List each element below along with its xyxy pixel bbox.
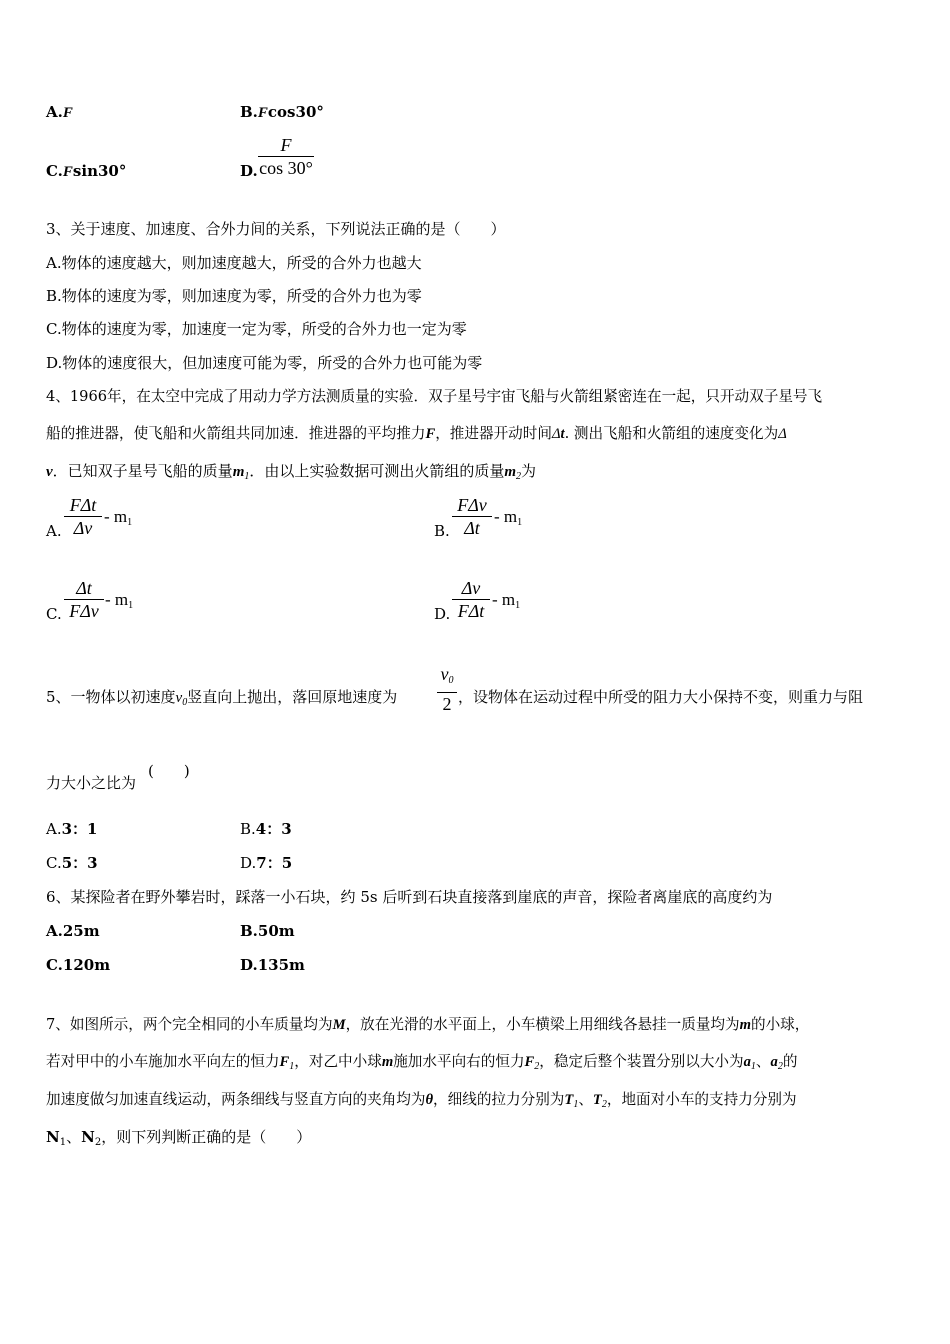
math-var: F <box>524 1054 535 1070</box>
q5-option-b <box>240 819 292 839</box>
q4-option-d-fraction <box>452 577 490 622</box>
subscript: 2 <box>777 1061 783 1072</box>
subscript: 1 <box>517 517 523 528</box>
text: ，稳定后整个装置分别以大小为 <box>539 1053 744 1070</box>
option-letter: A. <box>46 820 62 838</box>
q2-option-a <box>46 102 73 123</box>
q4-stem-line3 <box>46 461 536 487</box>
subscript: 1 <box>128 600 134 611</box>
option-letter: B. <box>240 820 256 838</box>
math-var: m <box>232 464 245 480</box>
q7-stem-line3 <box>46 1090 797 1115</box>
option-letter: C. <box>46 162 63 180</box>
q6-stem: 6、某探险者在野外攀岩时，踩落一小石块，约 5s 后听到石块直接落到崖底的声音，探险者离崖底的高度约为 <box>46 888 773 906</box>
math-var: N <box>81 1128 95 1146</box>
fraction-denominator: Δv <box>73 518 93 538</box>
subscript: 1 <box>289 1061 295 1072</box>
fraction-numerator: Δt <box>76 578 92 598</box>
q5-option-d <box>240 853 292 873</box>
q4-option-d-letter: D. <box>434 605 451 623</box>
q5-stem-part1 <box>46 687 397 713</box>
q2-option-d-fraction <box>258 134 314 179</box>
text: 、 <box>755 1053 771 1070</box>
subscript: 2 <box>601 1099 607 1110</box>
fraction-numerator <box>437 663 457 692</box>
q4-option-c-tail <box>105 590 133 611</box>
text: ，对乙中小球 <box>294 1053 382 1070</box>
option-text: cos30° <box>267 103 324 121</box>
fraction-denominator: cos 30° <box>259 158 313 178</box>
math-var: F <box>62 105 73 121</box>
math-var: m <box>504 464 517 480</box>
subscript: 0 <box>182 697 188 708</box>
text: ，推进器开动时间 <box>435 425 552 442</box>
math-var: T <box>564 1092 574 1108</box>
option-text: sin30° <box>72 162 127 180</box>
fraction-denominator: 2 <box>442 694 452 714</box>
subscript: 2 <box>534 1061 540 1072</box>
text: 若对甲中的小车施加水平向左的恒力 <box>46 1053 280 1070</box>
math-var: F <box>62 164 73 180</box>
q6-option-c: C.120m <box>46 956 111 974</box>
q5-option-c <box>46 853 98 873</box>
math-var: N <box>46 1128 60 1146</box>
subscript: 1 <box>59 1137 67 1148</box>
option-letter: D. <box>240 854 257 872</box>
text: 船的推进器，使飞船和火箭组共同加速．推进器的平均推力 <box>46 425 426 442</box>
q4-option-a-tail <box>104 507 132 528</box>
text: ，细线的拉力分别为 <box>433 1091 565 1108</box>
q4-option-c-fraction <box>64 577 104 622</box>
math-var: t <box>560 426 565 442</box>
math-var: M <box>332 1017 346 1033</box>
math-var: v <box>46 464 53 480</box>
text: ，放在光滑的水平面上，小车横梁上用细线各悬挂一质量均为 <box>345 1016 740 1033</box>
math-var: F <box>425 426 436 442</box>
text: ．已知双子星号飞船的质量 <box>52 462 233 480</box>
subscript: 1 <box>750 1061 756 1072</box>
option-letter: B. <box>240 103 258 121</box>
subscript: 1 <box>127 517 133 528</box>
option-text: 3：1 <box>61 820 98 838</box>
q6-option-a: A.25m <box>46 922 100 940</box>
fraction-numerator: FΔv <box>457 495 487 515</box>
math-var: m <box>739 1017 751 1033</box>
math-var: m <box>381 1054 394 1070</box>
q4-option-b-tail <box>494 507 522 528</box>
text: 7、如图所示，两个完全相同的小车质量均为 <box>46 1016 333 1033</box>
q3-stem: 3、关于速度、加速度、合外力间的关系，下列说法正确的是（ ） <box>46 220 506 238</box>
text: . 测出飞船和火箭组的速度变化为 <box>564 425 779 442</box>
subscript: 2 <box>94 1137 102 1148</box>
q4-option-d-tail <box>492 590 520 611</box>
q4-stem-line1: 4、1966年，在太空中完成了用动力学方法测质量的实验．双子星号宇宙飞船与火箭组紧密连在一起，只开动双子星号飞 <box>46 388 823 405</box>
math-delta: Δ <box>551 426 561 442</box>
text: 竖直向上抛出，落回原地速度为 <box>187 688 398 706</box>
text: ，地面对小车的支持力分别为 <box>606 1091 797 1108</box>
q4-option-b-letter: B. <box>434 522 450 540</box>
q2-option-b <box>240 102 324 123</box>
fraction-numerator: F <box>280 135 292 155</box>
fraction-denominator: FΔv <box>69 601 99 621</box>
q7-stem-line2 <box>46 1052 797 1077</box>
option-text: 4：3 <box>255 820 292 838</box>
text: 施加水平向右的恒力 <box>393 1053 525 1070</box>
math-delta: Δ <box>778 426 787 442</box>
text: 为 <box>521 462 537 480</box>
text: 5、一物体以初速度 <box>46 688 176 706</box>
tail-text: - m <box>104 507 128 526</box>
q6-option-b: B.50m <box>240 922 295 940</box>
text: 的小球， <box>750 1016 810 1033</box>
fraction-denominator: FΔt <box>457 601 485 621</box>
fraction-numerator: Δv <box>461 578 481 598</box>
text: ．由以上实验数据可测出火箭组的质量 <box>249 462 505 480</box>
math-var: F <box>279 1054 290 1070</box>
subscript: 1 <box>244 471 250 482</box>
tail-text: - m <box>494 507 518 526</box>
text: ，则下列判断正确的是（ ） <box>101 1128 312 1146</box>
q2-option-c <box>46 161 126 182</box>
text: 的 <box>782 1053 798 1070</box>
q5-speed-fraction <box>437 663 457 715</box>
math-var: θ <box>425 1092 434 1108</box>
option-text: 7：5 <box>256 854 293 872</box>
tail-text: - m <box>492 590 516 609</box>
q6-option-d: D.135m <box>240 956 305 974</box>
math-var: T <box>592 1092 602 1108</box>
q4-option-a-letter: A. <box>46 522 62 540</box>
text: 、 <box>66 1128 82 1146</box>
math-var: a <box>770 1054 778 1070</box>
q5-stem-line2: 力大小之比为 <box>46 774 137 792</box>
q3-option-d: D.物体的速度很大，但加速度可能为零，所受的合外力也可能为零 <box>46 354 483 372</box>
q4-option-a-fraction <box>64 494 102 539</box>
option-letter: C. <box>46 854 62 872</box>
subscript: 1 <box>515 600 521 611</box>
fraction-denominator: Δt <box>464 518 480 538</box>
q5-option-a <box>46 819 97 839</box>
text: 、 <box>578 1091 593 1108</box>
q4-option-b-fraction <box>452 494 492 539</box>
fraction-numerator: FΔt <box>69 495 97 515</box>
text: 加速度做匀加速直线运动，两条细线与竖直方向的夹角均为 <box>46 1091 426 1108</box>
option-letter: A. <box>46 103 63 121</box>
subscript: 2 <box>516 471 522 482</box>
q7-stem-line4 <box>46 1127 311 1153</box>
math-var: v <box>175 690 183 706</box>
q3-option-a: A.物体的速度越大，则加速度越大，所受的合外力也越大 <box>46 254 422 272</box>
math-var: a <box>743 1054 751 1070</box>
q2-option-d-letter: D. <box>240 162 258 180</box>
q3-option-c: C.物体的速度为零，加速度一定为零，所受的合外力也一定为零 <box>46 320 467 338</box>
subscript: 1 <box>573 1099 579 1110</box>
option-text: 5：3 <box>61 854 98 872</box>
q4-stem-line2 <box>46 424 787 444</box>
q4-option-c-letter: C. <box>46 605 62 623</box>
q5-stem-part2: ，设物体在运动过程中所受的阻力大小保持不变，则重力与阻 <box>458 688 864 706</box>
subscript: 0 <box>448 675 454 686</box>
q3-option-b: B.物体的速度为零，则加速度为零，所受的合外力也为零 <box>46 287 422 305</box>
q5-answer-paren: ( ) <box>148 762 190 780</box>
tail-text: - m <box>105 590 129 609</box>
q7-stem-line1 <box>46 1015 809 1035</box>
math-var: v <box>440 664 449 684</box>
math-var: F <box>257 105 268 121</box>
